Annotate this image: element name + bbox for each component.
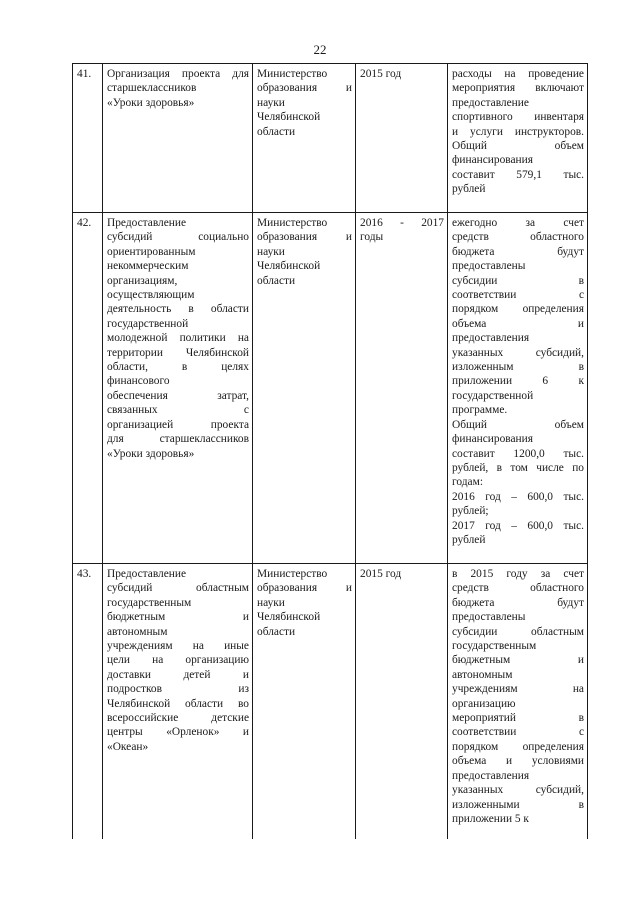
cell-line: Общий объем	[452, 418, 584, 431]
cell-line: средств областного	[452, 231, 584, 244]
cell-line: образования и	[257, 582, 352, 595]
cell-line: составит 579,1 тыс.	[452, 168, 584, 181]
cell-line: расходы на проведение	[452, 68, 584, 80]
cell-line: Челябинской	[257, 260, 321, 273]
cell-line: «Уроки здоровья»	[107, 447, 195, 460]
event-cell	[103, 213, 253, 564]
cell-line: организацией проекта	[107, 418, 249, 431]
table-row	[73, 213, 588, 564]
cell-line: науки	[257, 245, 285, 258]
cell-line: предоставлены	[452, 260, 526, 273]
cell-line: рублей, в том числе по	[452, 461, 584, 474]
cell-line: субсидий социально	[107, 231, 249, 244]
cell-line: субсидии в	[452, 274, 584, 287]
cell-line: рублей;	[452, 505, 489, 518]
cell-line: учреждениям на	[452, 683, 584, 696]
cell-line: территории Челябинской	[107, 346, 249, 359]
cell-line: субсидий областным	[107, 582, 249, 595]
cell-line: центры «Орленок» и	[107, 726, 249, 739]
cell-line: 2015 год	[360, 568, 402, 580]
cell-line: области	[257, 625, 296, 638]
executor-cell	[253, 213, 356, 564]
cell-line: предоставления	[452, 332, 530, 345]
event-cell	[103, 64, 253, 213]
cell-line: Организация проекта для	[107, 68, 249, 80]
cell-line: автономным	[452, 668, 513, 681]
cell-line: цели на организацию	[107, 654, 249, 667]
cell-line: в 2015 году за счет	[452, 568, 584, 580]
cell-line: программе.	[452, 404, 508, 417]
cell-line: составит 1200,0 тыс.	[452, 447, 584, 460]
cell-line: Челябинской	[257, 611, 321, 624]
cell-line: государственным	[107, 596, 192, 609]
cell-line: Министерство	[257, 568, 328, 580]
cell-line: организацию	[452, 697, 516, 710]
row-number: 42.	[73, 213, 103, 564]
cell-line: ежегодно за счет	[452, 217, 584, 229]
measures-table	[72, 63, 588, 839]
event-cell	[103, 564, 253, 840]
cell-line: Общий объем	[452, 140, 584, 153]
cell-line: Предоставление	[107, 217, 187, 229]
cell-line: указанных субсидий,	[452, 346, 584, 359]
term-cell	[356, 564, 448, 840]
cell-line: учреждениям на иные	[107, 640, 249, 653]
row-number: 41.	[73, 64, 103, 213]
cell-line: предоставление	[452, 96, 529, 109]
cell-line: области	[257, 125, 296, 138]
cell-line: государственной	[107, 317, 189, 330]
cell-line: объема и	[452, 317, 584, 330]
cell-line: государственной	[452, 389, 534, 402]
cell-line: средств областного	[452, 582, 584, 595]
cell-line: 2015 год	[360, 68, 402, 80]
cell-line: бюджетным и	[452, 654, 584, 667]
cell-line: порядком определения	[452, 303, 584, 316]
cell-line: мероприятия включают	[452, 82, 584, 95]
cell-line: Челябинской	[257, 111, 321, 124]
row-number: 43.	[73, 564, 103, 840]
cell-line: некоммерческим	[107, 260, 189, 273]
cell-line: финансового	[107, 375, 170, 388]
cell-line: подростков из	[107, 683, 249, 696]
cell-line: соответствии с	[452, 289, 584, 302]
cell-line: объема и условиями	[452, 755, 584, 768]
term-cell	[356, 64, 448, 213]
result-cell	[448, 213, 588, 564]
cell-line: деятельность в области	[107, 303, 249, 316]
cell-line: организациям,	[107, 274, 178, 287]
cell-line: изложенными в	[452, 798, 584, 811]
cell-line: государственным	[452, 640, 537, 653]
cell-line: спортивного инвентаря	[452, 111, 584, 124]
result-cell	[448, 564, 588, 840]
cell-line: для старшеклассников	[107, 433, 249, 446]
cell-line: науки	[257, 96, 285, 109]
cell-line: годам:	[452, 476, 483, 489]
cell-line: субсидии областным	[452, 625, 584, 638]
cell-line: образования и	[257, 82, 352, 95]
cell-line: связанных с	[107, 404, 249, 417]
cell-line: «Океан»	[107, 740, 149, 753]
table-row	[73, 64, 588, 213]
executor-cell	[253, 564, 356, 840]
cell-line: указанных субсидий,	[452, 784, 584, 797]
cell-line: Министерство	[257, 217, 328, 229]
cell-line: бюджетным и	[107, 611, 249, 624]
cell-line: приложении 6 к	[452, 375, 584, 388]
cell-line: и услуги инструкторов.	[452, 125, 584, 138]
cell-line: предоставлены	[452, 611, 526, 624]
cell-line: бюджета будут	[452, 596, 584, 609]
cell-line: предоставления	[452, 769, 530, 782]
result-cell	[448, 64, 588, 213]
cell-line: 2017 год – 600,0 тыс.	[452, 519, 584, 532]
executor-cell	[253, 64, 356, 213]
cell-line: Челябинской области во	[107, 697, 249, 710]
term-cell	[356, 213, 448, 564]
cell-line: годы	[360, 231, 384, 244]
cell-line: 2016 - 2017	[360, 217, 444, 229]
cell-line: бюджета будут	[452, 245, 584, 258]
cell-line: финансирования	[452, 154, 533, 167]
cell-line: порядком определения	[452, 740, 584, 753]
cell-line: финансирования	[452, 433, 533, 446]
cell-line: всероссийские детские	[107, 712, 249, 725]
cell-line: образования и	[257, 231, 352, 244]
cell-line: рублей	[452, 533, 486, 546]
cell-line: осуществляющим	[107, 289, 195, 302]
cell-line: старшеклассников	[107, 82, 197, 95]
cell-line: ориентированным	[107, 245, 196, 258]
cell-line: автономным	[107, 625, 168, 638]
table-row	[73, 564, 588, 840]
page-number: 22	[313, 42, 327, 57]
cell-line: области	[257, 274, 296, 287]
cell-line: соответствии с	[452, 726, 584, 739]
cell-line: Предоставление	[107, 568, 187, 580]
cell-line: доставки детей и	[107, 668, 249, 681]
cell-line: мероприятий в	[452, 712, 584, 725]
cell-line: изложенным в	[452, 361, 584, 374]
cell-line: молодежной политики на	[107, 332, 249, 345]
cell-line: рублей	[452, 183, 486, 196]
cell-line: Министерство	[257, 68, 328, 80]
cell-line: приложении 5 к	[452, 812, 529, 825]
cell-line: области, в целях	[107, 361, 249, 374]
cell-line: «Уроки здоровья»	[107, 96, 195, 109]
cell-line: науки	[257, 596, 285, 609]
cell-line: 2016 год – 600,0 тыс.	[452, 490, 584, 503]
cell-line: обеспечения затрат,	[107, 389, 249, 402]
